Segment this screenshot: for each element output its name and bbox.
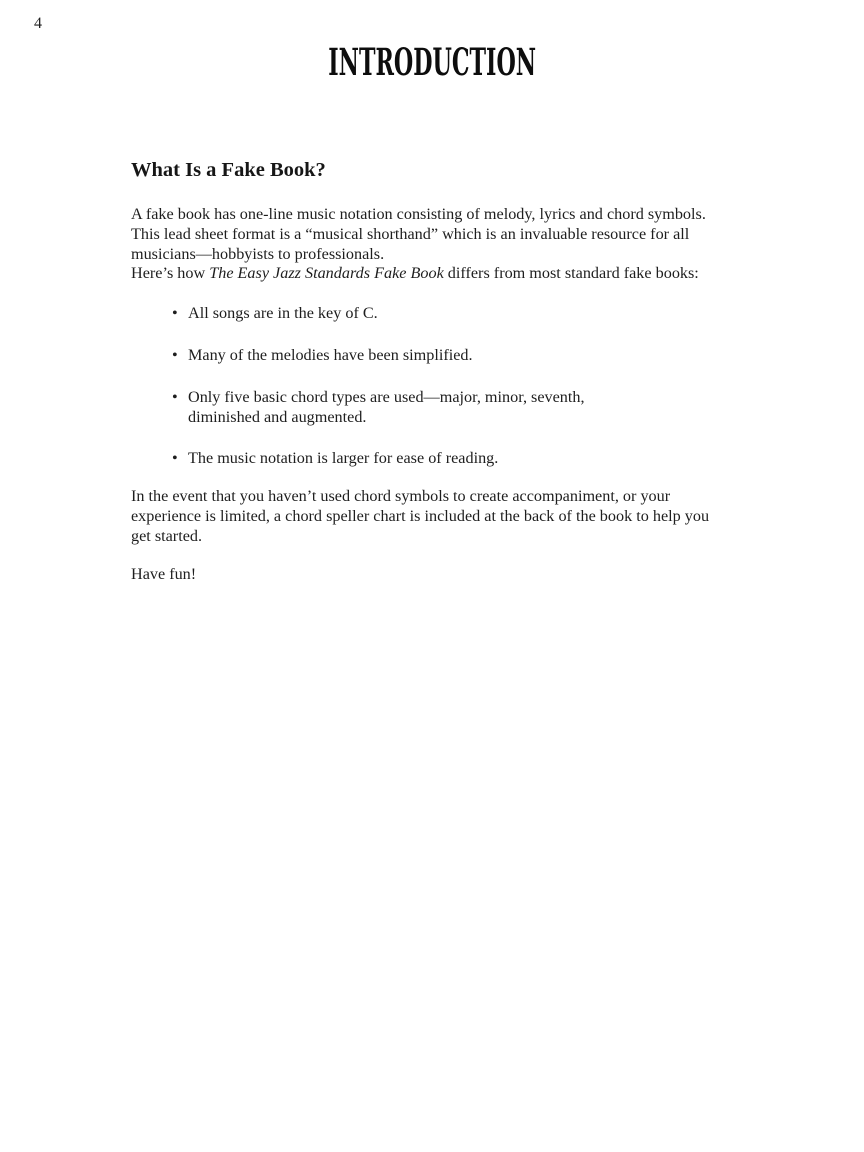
bullet-icon: • [172,387,178,406]
bullet-icon: • [172,449,178,468]
bullet-icon: • [172,345,178,364]
closing-paragraph: In the event that you haven’t used chord symbols to create accompaniment, or your experience is limited, a chord speller chart is included at the back of the book to help you get started. [131,487,710,545]
page-number: 4 [34,15,42,32]
fake-book-feature-list [131,304,732,469]
section-heading: What Is a Fake Book? [131,159,326,181]
list-item [172,449,732,469]
differs-lead-in: Here’s how [131,264,210,283]
page-content [131,158,732,584]
signoff-text: Have fun! [131,564,197,583]
bullet-icon: • [172,304,178,323]
book-title-reference: The Easy Jazz Standards Fake Book [209,264,444,283]
list-item [172,388,732,428]
list-item-text: Only five basic chord types are used—major, minor, seventh, diminished and augmented. [188,387,585,426]
differs-line [131,264,732,284]
intro-paragraph-text: A fake book has one-line music notation consisting of melody, lyrics and chord symbols. This lead sheet format is a “musical shorthand” which is an invaluable resource for all musicians—hobbyists to professionals. [131,205,706,263]
list-item [172,304,732,324]
page-title-row [0,40,864,84]
list-item-text: Many of the melodies have been simplified. [188,345,473,364]
list-item-text: The music notation is larger for ease of reading. [188,449,499,468]
differs-lead-out: differs from most standard fake books: [443,264,699,283]
page-title: INTRODUCTION [328,40,536,84]
intro-paragraph [131,205,732,284]
list-item-text: All songs are in the key of C. [188,304,378,323]
list-item [172,346,732,366]
